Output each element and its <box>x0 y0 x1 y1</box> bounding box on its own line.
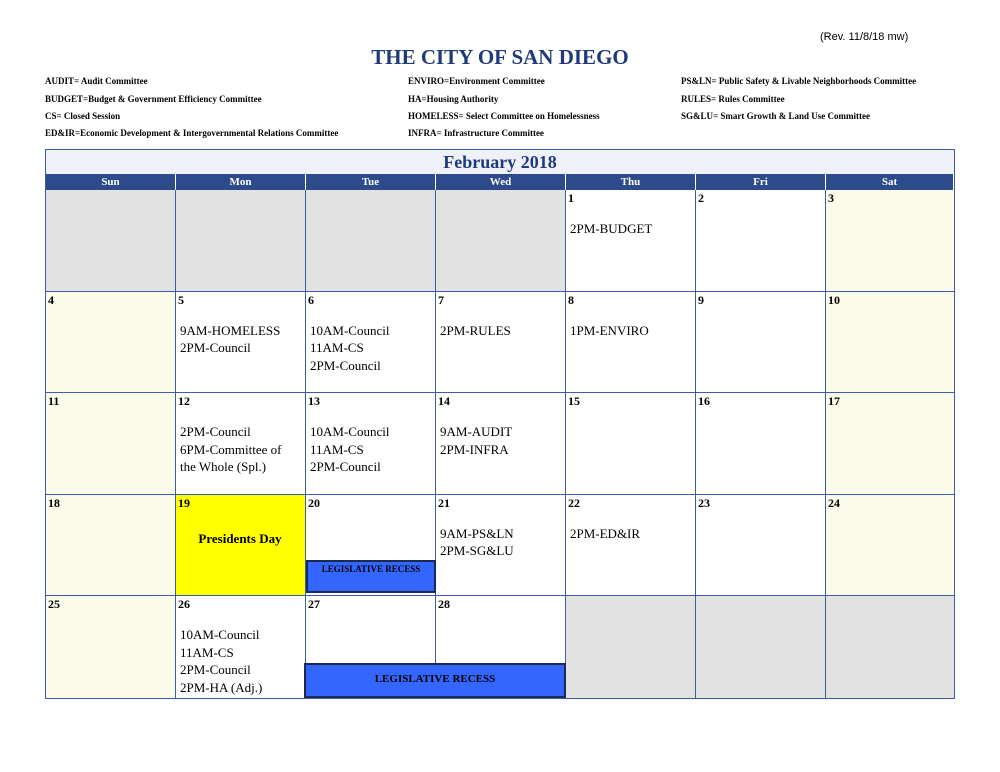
day-number: 16 <box>698 394 710 409</box>
event-item: 11AM-CS <box>310 441 364 457</box>
month-title: February 2018 <box>46 150 954 174</box>
day-header-wed: Wed <box>436 174 566 190</box>
event-item: 2PM-ED&IR <box>570 525 641 541</box>
legend-budget: BUDGET=Budget & Government Efficiency Committee <box>45 94 262 104</box>
event-item: 11AM-CS <box>310 340 364 356</box>
legend-rules: RULES= Rules Committee <box>681 94 785 104</box>
day-header-tue: Tue <box>306 174 436 190</box>
event-item: the Whole (Spl.) <box>180 459 267 475</box>
day-number: 4 <box>48 292 54 307</box>
event-item: 2PM-Council <box>180 340 251 356</box>
day-number: 27 <box>308 597 320 612</box>
day-cell <box>176 190 306 292</box>
day-header-sun: Sun <box>46 174 176 190</box>
event-item: 2PM-Council <box>180 424 251 440</box>
day-cell <box>826 190 954 292</box>
day-number: 20 <box>308 495 320 510</box>
day-cell <box>46 495 176 597</box>
event-list <box>310 322 389 375</box>
event-item: 1PM-ENVIRO <box>570 322 649 338</box>
day-number: 3 <box>828 191 834 205</box>
day-header-fri: Fri <box>696 174 826 190</box>
day-number: 19 <box>178 495 190 510</box>
event-item: 2PM-Council <box>310 357 381 373</box>
day-cell <box>46 292 176 394</box>
day-cell <box>176 292 306 394</box>
day-cell <box>696 596 826 698</box>
event-list <box>180 423 281 476</box>
day-cell <box>436 292 566 394</box>
day-number: 17 <box>828 394 840 409</box>
event-list <box>310 423 389 476</box>
day-cell <box>696 292 826 394</box>
legislative-recess-badge: LEGISLATIVE RECESS <box>306 560 436 593</box>
event-item: 2PM-Council <box>310 459 381 475</box>
day-number: 1 <box>568 191 574 205</box>
day-cell <box>306 190 436 292</box>
event-list <box>180 322 280 357</box>
event-list <box>440 423 512 458</box>
day-number: 23 <box>698 495 710 510</box>
event-item: 10AM-Council <box>310 424 390 440</box>
event-item: 9AM-HOMELESS <box>180 322 281 338</box>
day-cell <box>176 596 306 698</box>
day-number: 11 <box>48 394 60 409</box>
event-item: 9AM-AUDIT <box>440 424 513 440</box>
day-cell <box>826 393 954 495</box>
day-cell <box>46 190 176 292</box>
day-cell <box>566 393 696 495</box>
legend-infra: INFRA= Infrastructure Committee <box>408 128 544 138</box>
event-item: 11AM-CS <box>180 644 234 660</box>
day-header-sat: Sat <box>826 174 954 190</box>
calendar <box>45 149 955 699</box>
day-cell <box>176 495 306 597</box>
legend-cs: CS= Closed Session <box>45 111 121 121</box>
event-item: 10AM-Council <box>310 322 390 338</box>
day-number: 5 <box>178 292 184 307</box>
day-number: 24 <box>828 495 840 510</box>
legend-ha: HA=Housing Authority <box>408 94 499 104</box>
day-cell <box>696 393 826 495</box>
legend-homeless: HOMELESS= Select Committee on Homelessness <box>408 111 600 121</box>
day-number: 12 <box>178 394 190 409</box>
day-number: 28 <box>438 597 450 612</box>
day-cell <box>566 495 696 597</box>
day-cell <box>566 190 696 292</box>
event-list <box>440 322 511 340</box>
day-number: 2 <box>698 191 704 205</box>
day-cell <box>46 596 176 698</box>
day-cell <box>696 495 826 597</box>
day-number: 22 <box>568 495 580 510</box>
event-item: 2PM-SG&LU <box>440 543 514 559</box>
day-cell <box>826 292 954 394</box>
day-header-mon: Mon <box>176 174 306 190</box>
day-number: 15 <box>568 394 580 409</box>
event-item: 2PM-INFRA <box>440 441 509 457</box>
event-list <box>180 626 262 696</box>
revision-note: (Rev. 11/8/18 mw) <box>820 31 909 43</box>
day-cell <box>306 393 436 495</box>
event-item: 2PM-Council <box>180 662 251 678</box>
day-cell <box>306 292 436 394</box>
day-cell <box>826 495 954 597</box>
event-list <box>570 525 640 543</box>
day-number: 13 <box>308 394 320 409</box>
day-number: 26 <box>178 597 190 612</box>
day-cell <box>436 495 566 597</box>
day-cell <box>46 393 176 495</box>
event-list <box>570 322 649 340</box>
event-item: 2PM-BUDGET <box>570 221 653 236</box>
legend-psln: PS&LN= Public Safety & Livable Neighborhoods Committee <box>681 76 917 86</box>
holiday-label: Presidents Day <box>198 530 282 546</box>
event-item: 9AM-PS&LN <box>440 525 514 541</box>
day-number: 14 <box>438 394 450 409</box>
event-item: 10AM-Council <box>180 627 260 643</box>
event-item: 2PM-HA (Adj.) <box>180 679 263 695</box>
day-number: 6 <box>308 292 314 307</box>
day-number: 7 <box>438 292 444 307</box>
event-list <box>440 525 514 560</box>
legislative-recess-banner: LEGISLATIVE RECESS <box>304 663 566 698</box>
day-number: 25 <box>48 597 60 612</box>
legend <box>45 76 955 146</box>
page-title: THE CITY OF SAN DIEGO <box>371 45 629 69</box>
event-item: 6PM-Committee of <box>180 441 282 457</box>
legend-sglu: SG&LU= Smart Growth & Land Use Committee <box>681 111 870 121</box>
day-cell <box>826 596 954 698</box>
day-cell <box>566 596 696 698</box>
day-cell <box>696 190 826 292</box>
day-number: 8 <box>568 292 574 307</box>
legend-edir: ED&IR=Economic Development & Intergovernmental Relations Committee <box>45 128 339 138</box>
legend-enviro: ENVIRO=Environment Committee <box>408 76 545 86</box>
day-cell <box>566 292 696 394</box>
day-cell <box>436 393 566 495</box>
day-number: 10 <box>828 292 840 307</box>
event-item: 2PM-RULES <box>440 322 511 338</box>
event-list <box>570 220 652 238</box>
legend-audit: AUDIT= Audit Committee <box>45 76 148 86</box>
day-number: 9 <box>698 292 704 307</box>
day-cell <box>436 190 566 292</box>
day-number: 18 <box>48 495 60 510</box>
day-cell <box>176 393 306 495</box>
day-header-thu: Thu <box>566 174 696 190</box>
day-number: 21 <box>438 495 450 510</box>
